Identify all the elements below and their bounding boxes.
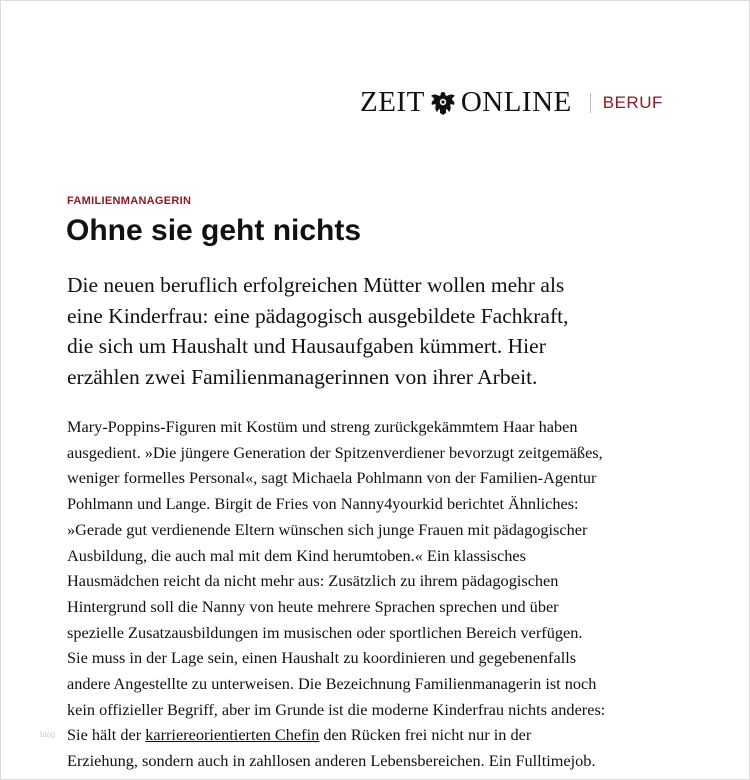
article-body xyxy=(67,414,727,774)
eagle-crest-icon xyxy=(427,88,459,118)
body-line: kein offizieller Begriff, aber im Grunde ist die moderne Kinderfrau nichts anderes: xyxy=(67,699,606,719)
watermark-text: blog xyxy=(40,730,56,739)
body-line-with-link xyxy=(67,722,727,748)
body-line: »Gerade gut verdienende Eltern wünschen sich junge Frauen mit pädagogischer xyxy=(67,519,588,539)
body-line: spezielle Zusatzausbildungen im musischen oder sportlichen Bereich verfügen. xyxy=(67,622,583,642)
lead-line: eine Kinderfrau: eine pädagogisch ausgebildete Fachkraft, xyxy=(67,303,569,328)
body-line: Pohlmann und Lange. Birgit de Fries von Nanny4yourkid berichtet Ähnliches: xyxy=(67,494,579,514)
body-line: Ausbildung, die auch mal mit dem Kind herumtoben.« Ein klassisches xyxy=(67,545,526,565)
body-line: weniger formelles Personal«, sagt Michaela Pohlmann von der Familien-Agentur xyxy=(67,468,597,488)
karriereorientierten-chefin-link[interactable]: karriereorientierten Chefin xyxy=(145,725,320,745)
body-line: Hausmädchen reicht da nicht mehr aus: Zusätzlich zu ihrem pädagogischen xyxy=(67,571,559,591)
lead-line: die sich um Haushalt und Hausaufgaben kümmert. Hier xyxy=(67,334,546,359)
logo-text-zeit: ZEIT xyxy=(360,86,425,118)
lead-line: Die neuen beruflich erfolgreichen Mütter wollen mehr als xyxy=(67,273,565,297)
body-line: Mary-Poppins-Figuren mit Kostüm und streng zurückgekämmtem Haar haben xyxy=(67,417,578,436)
header-separator xyxy=(590,93,591,113)
lead-line: erzählen zwei Familienmanagerinnen von ihrer Arbeit. xyxy=(67,365,538,390)
body-text: Sie hält der xyxy=(67,725,146,745)
body-line: ausgedient. »Die jüngere Generation der Spitzenverdiener bevorzugt zeitgemäßes, xyxy=(67,442,603,462)
body-text: den Rücken frei nicht nur in der xyxy=(319,725,532,745)
body-line: Erziehung, sondern auch in zahllosen anderen Lebensbereichen. Ein Fulltimejob. xyxy=(67,751,596,771)
section-link-beruf[interactable]: BERUF xyxy=(602,92,663,112)
site-header xyxy=(360,86,663,119)
zeit-online-logo[interactable] xyxy=(360,86,572,119)
article-kicker: FAMILIENMANAGERIN xyxy=(67,195,192,207)
body-line: Hintergrund soll die Nanny von heute mehrere Sprachen sprechen und über xyxy=(67,596,559,616)
article-title: Ohne sie geht nichts xyxy=(66,214,362,247)
logo-text-online: ONLINE xyxy=(460,86,572,118)
body-line: andere Angestellte zu unterweisen. Die Bezeichnung Familienmanagerin ist noch xyxy=(67,674,597,694)
article-lead xyxy=(67,270,707,393)
body-line: Sie muss in der Lage sein, einen Haushalt zu koordinieren und gegebenenfalls xyxy=(67,648,577,668)
